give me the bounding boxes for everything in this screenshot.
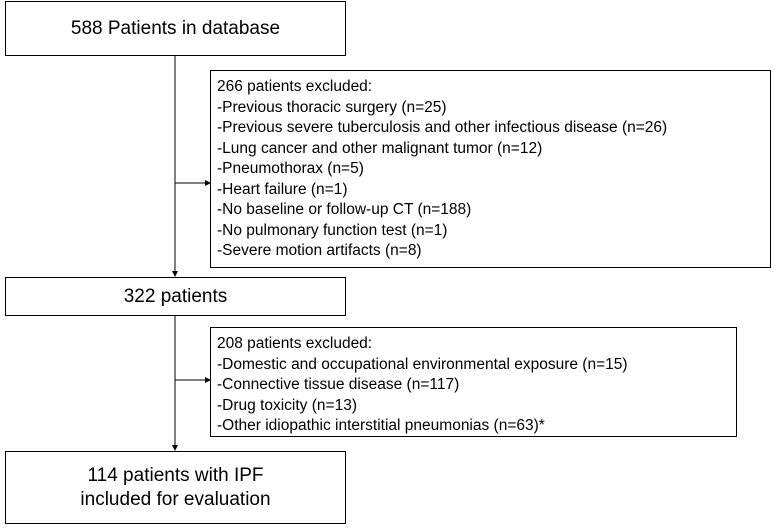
exclusion-item: -Drug toxicity (n=13) (217, 396, 357, 414)
step-box-final-cohort (5, 451, 346, 524)
step-text-database: 588 Patients in database (70, 17, 281, 39)
exclusion-box-1 (210, 70, 771, 268)
exclusion-header-1: 266 patients excluded: (217, 78, 373, 95)
step-text-eligible: 322 patients (123, 285, 228, 307)
step-text-final-line2: included for evaluation (80, 488, 271, 510)
exclusion-item: -No pulmonary function test (n=1) (217, 221, 448, 239)
step-text-final-line1: 114 patients with IPF (87, 464, 264, 486)
exclusion-box-2 (210, 327, 737, 437)
exclusion-item: -Previous severe tuberculosis and other infectious disease (n=26) (217, 119, 668, 136)
exclusion-item: -Heart failure (n=1) (217, 180, 348, 198)
exclusion-item: -Connective tissue disease (n=117) (217, 376, 460, 393)
step-box-eligible (5, 277, 346, 316)
exclusion-item: -Pneumothorax (n=5) (217, 160, 364, 177)
exclusion-item: -Other idiopathic interstitial pneumonias (n=63)* (217, 417, 545, 434)
exclusion-item: -Previous thoracic surgery (n=25) (217, 98, 447, 116)
exclusion-header-2: 208 patients excluded: (217, 335, 373, 352)
exclusion-item: -Domestic and occupational environmental exposure (n=15) (217, 355, 628, 373)
exclusion-item: -Severe motion artifacts (n=8) (217, 242, 422, 259)
exclusion-item: -Lung cancer and other malignant tumor (n=12) (217, 139, 543, 157)
exclusion-item: -No baseline or follow-up CT (n=188) (217, 201, 472, 218)
step-box-database (5, 1, 346, 56)
